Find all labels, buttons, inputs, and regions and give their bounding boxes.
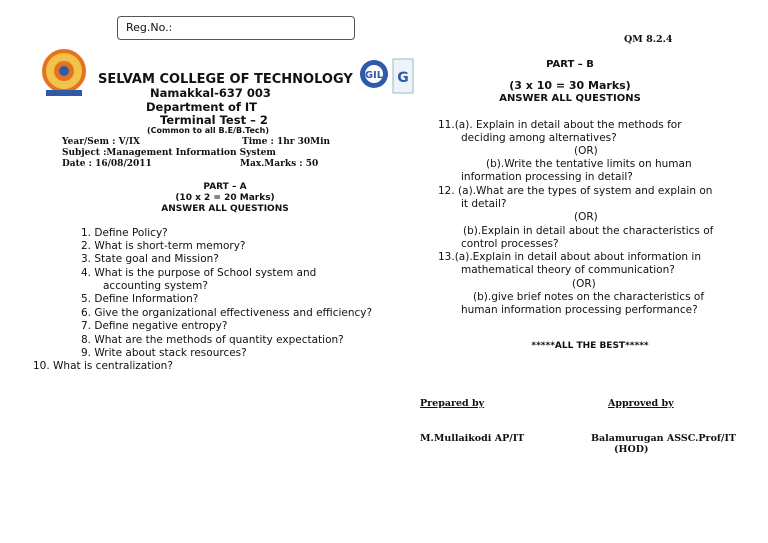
part-a-title: PART – A xyxy=(203,182,247,192)
q11-line-2: deciding among alternatives? xyxy=(461,132,617,144)
subject: Subject :Management Information System xyxy=(62,148,276,158)
question-9: 9. Write about stack resources? xyxy=(81,347,247,359)
max-marks: Max.Marks : 50 xyxy=(240,159,319,169)
q11-line-1: 11.(a). Explain in detail about the methods for xyxy=(438,119,682,131)
prepared-by-name: M.Mullaikodi AP/IT xyxy=(420,433,525,444)
q13-or: (OR) xyxy=(572,278,596,290)
closing-wish: *****ALL THE BEST***** xyxy=(531,341,649,351)
reg-no-box xyxy=(117,16,355,40)
certification-logo xyxy=(392,58,414,94)
part-a-instruction: ANSWER ALL QUESTIONS xyxy=(161,204,289,214)
question-4: 4. What is the purpose of School system and xyxy=(81,267,317,279)
question-5: 5. Define Information? xyxy=(81,293,199,305)
svg-text:GIL: GIL xyxy=(364,70,384,81)
question-6: 6. Give the organizational effectiveness and efficiency? xyxy=(81,307,373,319)
prepared-by-label: Prepared by xyxy=(420,398,485,409)
part-b-title: PART – B xyxy=(546,59,594,70)
approved-by-name: Balamurugan ASSC.Prof/IT xyxy=(591,433,736,444)
q11-line-4: information processing in detail? xyxy=(461,171,633,183)
q13-line-2: mathematical theory of communication? xyxy=(461,264,675,276)
question-8: 8. What are the methods of quantity expectation? xyxy=(81,334,344,346)
question-7: 7. Define negative entropy? xyxy=(81,320,228,332)
reg-no-label: Reg.No.: xyxy=(126,21,173,34)
exam-date: Date : 16/08/2011 xyxy=(62,159,152,169)
part-b-instruction: ANSWER ALL QUESTIONS xyxy=(499,93,641,104)
q12-or: (OR) xyxy=(574,211,598,223)
q12-line-1: 12. (a).What are the types of system and explain on xyxy=(438,185,713,197)
q12-line-4: control processes? xyxy=(461,238,559,250)
q12-line-3: (b).Explain in detail about the characteristics of xyxy=(463,225,714,237)
approved-by-role: (HOD) xyxy=(614,444,649,455)
q11-or: (OR) xyxy=(574,145,598,157)
college-place: Namakkal-637 003 xyxy=(150,86,271,100)
q11-line-3: (b).Write the tentative limits on human xyxy=(486,158,692,170)
exam-time: Time : 1hr 30Min xyxy=(242,137,331,147)
part-a-marks: (10 x 2 = 20 Marks) xyxy=(175,193,275,203)
approved-by-label: Approved by xyxy=(608,398,674,409)
q13-line-1: 13.(a).Explain in detail about about information in xyxy=(438,251,701,263)
year-sem: Year/Sem : V/IX xyxy=(62,137,141,147)
part-b-marks: (3 x 10 = 30 Marks) xyxy=(509,79,631,92)
question-10: 10. What is centralization? xyxy=(33,360,173,372)
q13-line-4: human information processing performance? xyxy=(461,304,698,316)
q12-line-2: it detail? xyxy=(461,198,507,210)
common-note: (Common to all B.E/B.Tech) xyxy=(147,126,270,135)
question-4-cont: accounting system? xyxy=(103,280,208,292)
college-logo xyxy=(40,48,88,98)
question-code: QM 8.2.4 xyxy=(624,34,673,45)
iso-logo xyxy=(358,58,390,94)
question-2: 2. What is short-term memory? xyxy=(81,240,246,252)
q13-line-3: (b).give brief notes on the characteristics of xyxy=(473,291,705,303)
test-name: Terminal Test – 2 xyxy=(160,113,268,127)
question-3: 3. State goal and Mission? xyxy=(81,253,219,265)
college-name: SELVAM COLLEGE OF TECHNOLOGY xyxy=(98,72,353,87)
department: Department of IT xyxy=(146,100,258,114)
svg-text:G: G xyxy=(397,70,409,86)
question-1: 1. Define Policy? xyxy=(81,227,168,239)
